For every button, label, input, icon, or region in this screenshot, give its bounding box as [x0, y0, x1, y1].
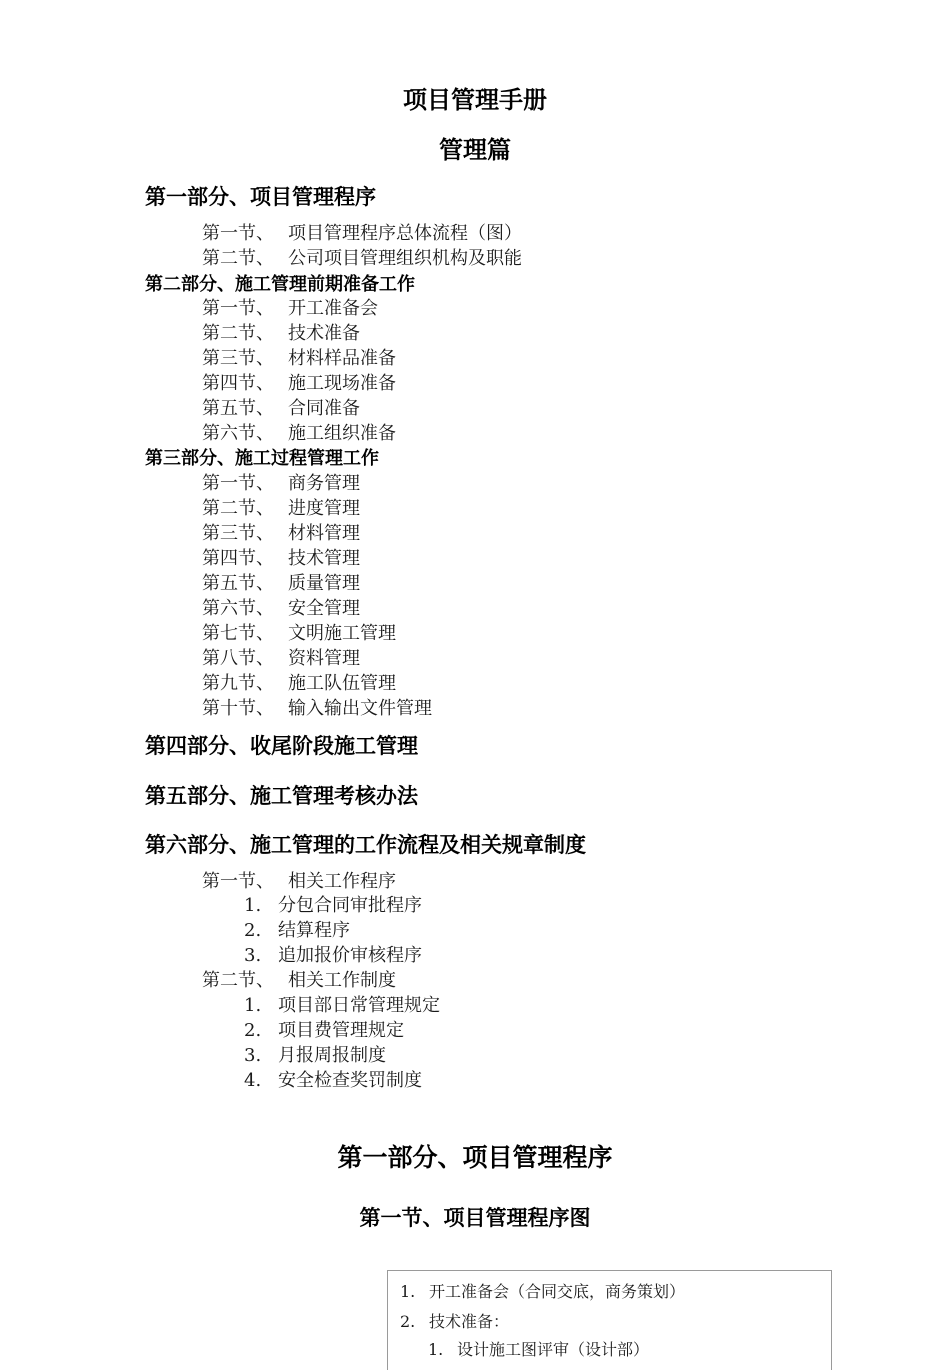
toc-part-3-heading[interactable]: 第三部分、施工过程管理工作 [145, 448, 379, 469]
flow-chart-box [387, 1270, 832, 1370]
toc-section[interactable]: 第一节、 项目管理程序总体流程（图） [202, 223, 522, 244]
toc-section[interactable]: 第五节、 合同准备 [202, 398, 360, 419]
toc-section[interactable]: 第四节、 技术管理 [202, 548, 360, 569]
toc-part-2-heading[interactable]: 第二部分、施工管理前期准备工作 [145, 274, 415, 295]
toc-part-1-heading[interactable]: 第一部分、项目管理程序 [145, 184, 376, 209]
toc-part-4-heading[interactable]: 第四部分、收尾阶段施工管理 [145, 733, 418, 758]
toc-item[interactable]: 4. 安全检查奖罚制度 [244, 1070, 422, 1091]
toc-section[interactable]: 第八节、 资料管理 [202, 648, 360, 669]
toc-section[interactable]: 第六节、 安全管理 [202, 598, 360, 619]
document-title: 项目管理手册 [403, 85, 547, 114]
toc-section[interactable]: 第七节、 文明施工管理 [202, 623, 396, 644]
toc-item[interactable]: 1. 项目部日常管理规定 [244, 995, 440, 1016]
toc-section[interactable]: 第二节、 进度管理 [202, 498, 360, 519]
toc-part-6-heading[interactable]: 第六部分、施工管理的工作流程及相关规章制度 [145, 832, 586, 857]
toc-section[interactable]: 第四节、 施工现场准备 [202, 373, 396, 394]
toc-item[interactable]: 2. 项目费管理规定 [244, 1020, 404, 1041]
flow-step: 1. 开工准备会（合同交底，商务策划） [400, 1282, 686, 1301]
toc-section[interactable]: 第一节、 相关工作程序 [202, 871, 396, 892]
toc-section[interactable]: 第三节、 材料样品准备 [202, 348, 396, 369]
part-heading: 第一部分、项目管理程序 [337, 1143, 613, 1172]
toc-section[interactable]: 第二节、 相关工作制度 [202, 970, 396, 991]
toc-section[interactable]: 第二节、 技术准备 [202, 323, 360, 344]
document-subtitle: 管理篇 [439, 135, 511, 164]
toc-part-5-heading[interactable]: 第五部分、施工管理考核办法 [145, 783, 418, 808]
flow-substep: 1. 设计施工图评审（设计部） [428, 1340, 650, 1359]
toc-section[interactable]: 第三节、 材料管理 [202, 523, 360, 544]
toc-item[interactable]: 1. 分包合同审批程序 [244, 895, 422, 916]
toc-item[interactable]: 3. 月报周报制度 [244, 1045, 386, 1066]
toc-section[interactable]: 第一节、 商务管理 [202, 473, 360, 494]
toc-section[interactable]: 第六节、 施工组织准备 [202, 423, 396, 444]
toc-section[interactable]: 第九节、 施工队伍管理 [202, 673, 396, 694]
toc-item[interactable]: 2. 结算程序 [244, 920, 350, 941]
toc-section[interactable]: 第一节、 开工准备会 [202, 298, 378, 319]
toc-section[interactable]: 第五节、 质量管理 [202, 573, 360, 594]
section-heading: 第一节、项目管理程序图 [359, 1205, 591, 1230]
toc-item[interactable]: 3. 追加报价审核程序 [244, 945, 422, 966]
toc-section[interactable]: 第二节、 公司项目管理组织机构及职能 [202, 248, 522, 269]
flow-step: 2. 技术准备： [400, 1312, 510, 1331]
toc-section[interactable]: 第十节、 输入输出文件管理 [202, 698, 432, 719]
